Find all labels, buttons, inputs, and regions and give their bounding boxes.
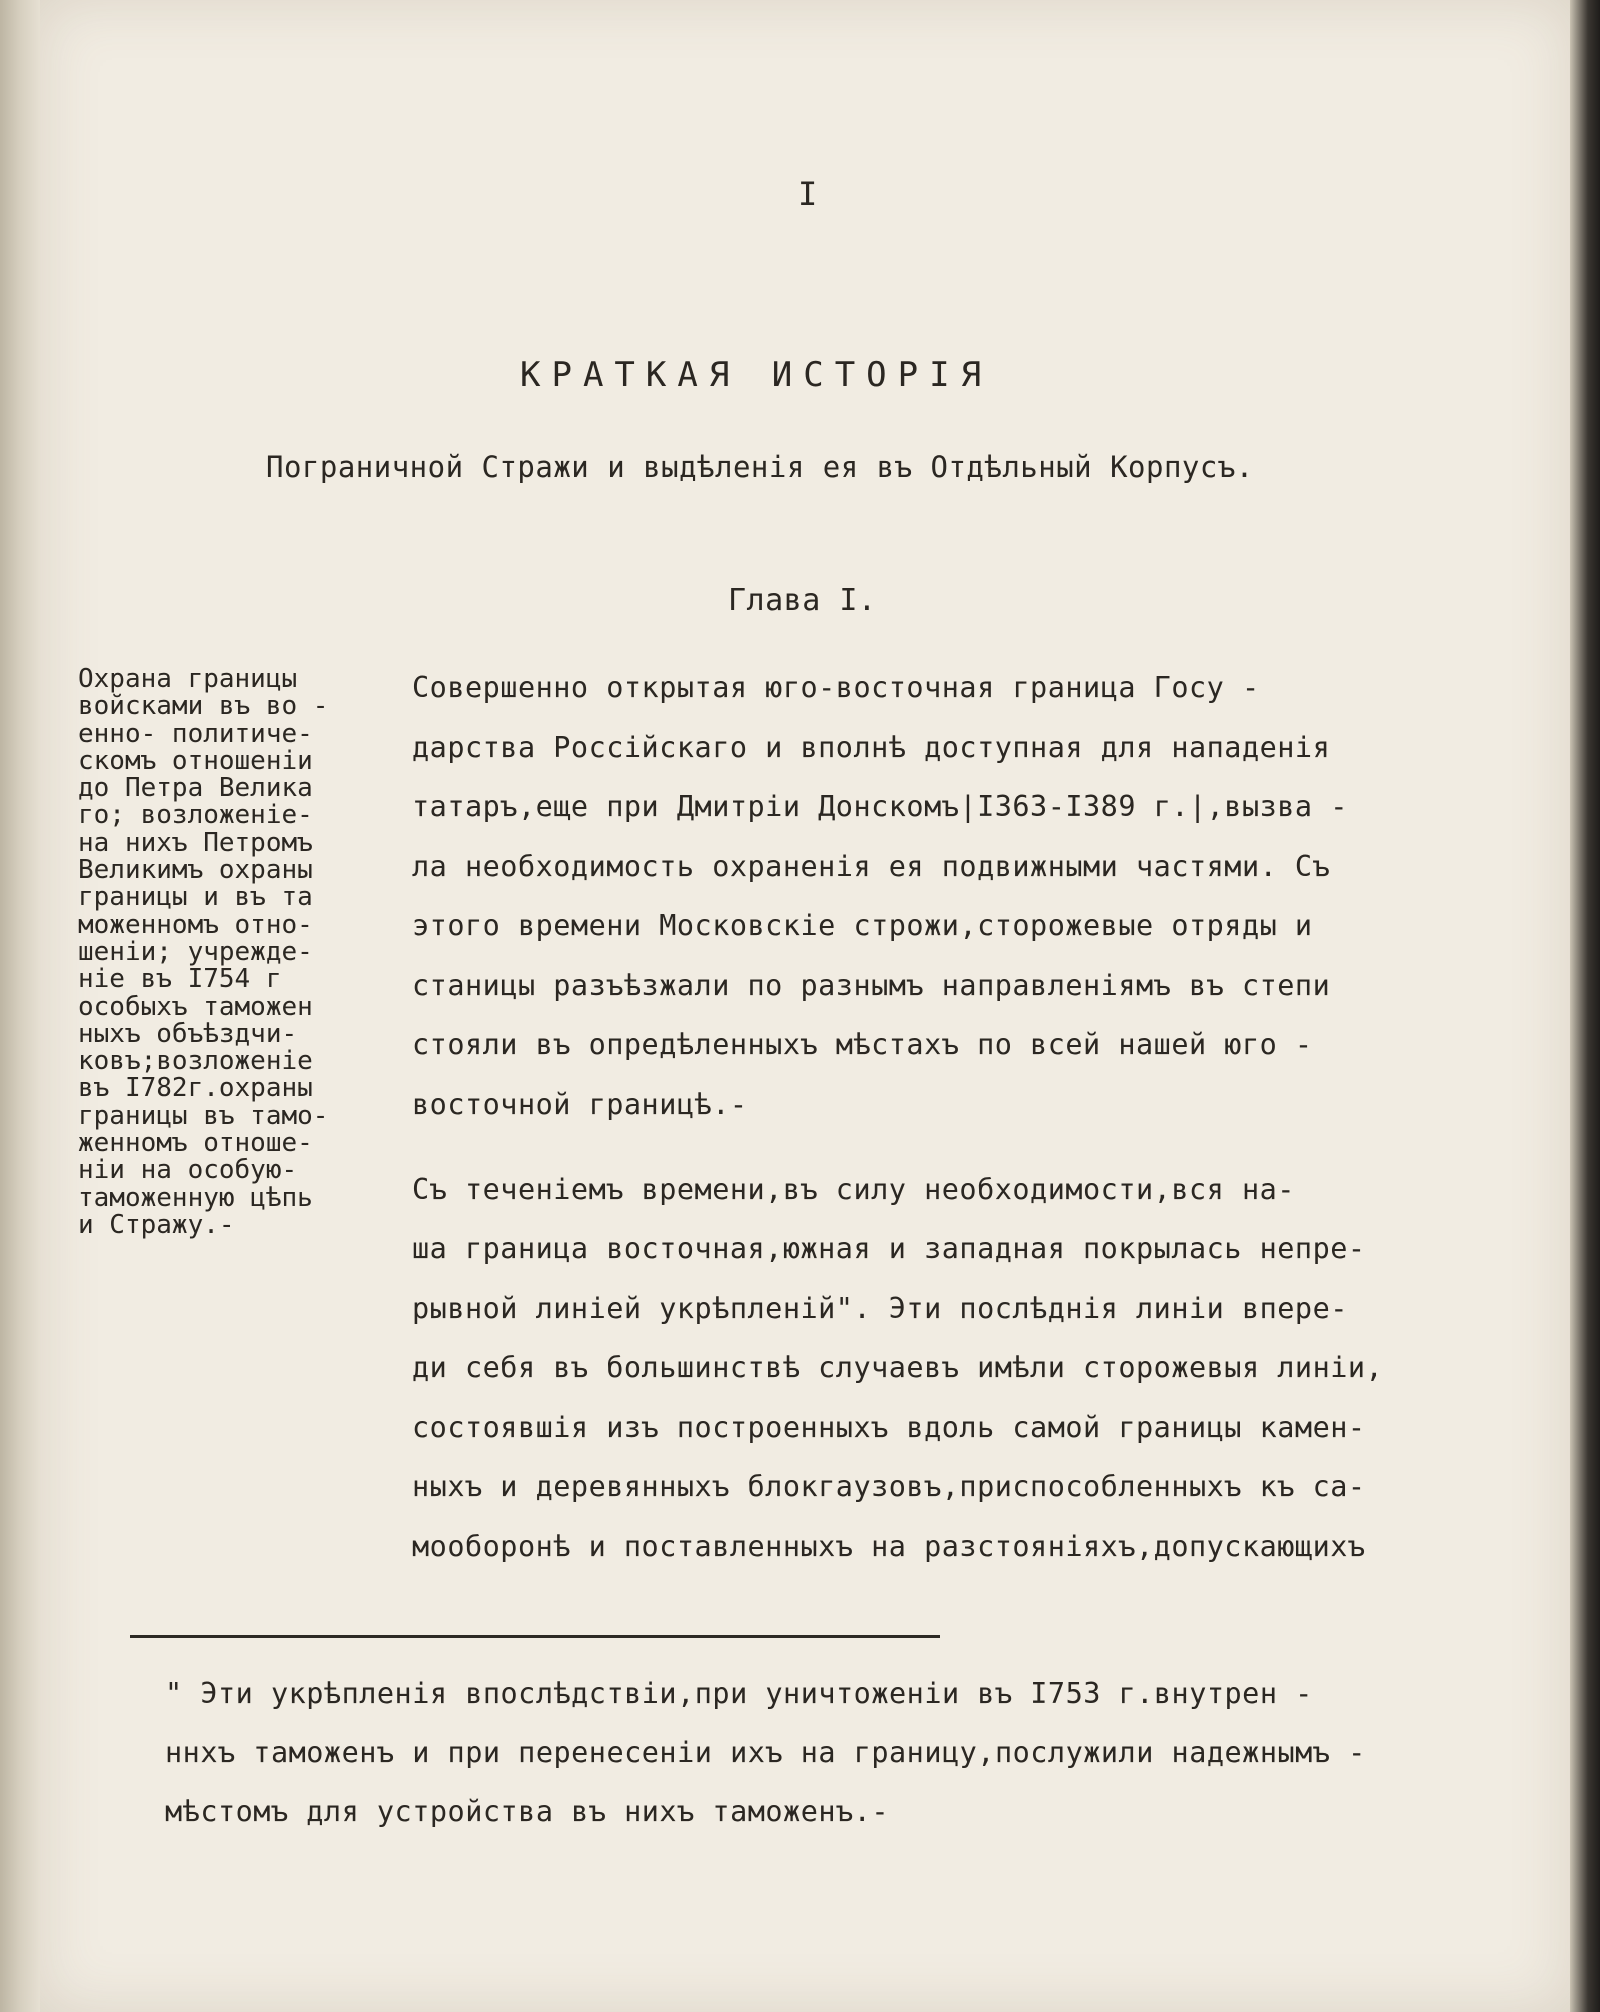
margin-note-line: въ I782г.охраны bbox=[78, 1073, 313, 1104]
body-line: ди себя въ большинствѣ случаевъ имѣли сторожевыя линіи, bbox=[412, 1351, 1384, 1384]
margin-note-line: границы и въ та bbox=[78, 882, 313, 913]
margin-note-line: ніи на особую- bbox=[78, 1155, 298, 1186]
margin-note-line: до Петра Велика bbox=[78, 773, 313, 804]
body-line: Съ теченіемъ времени,въ силу необходимости,вся на- bbox=[412, 1173, 1295, 1206]
margin-note-line: на нихъ Петромъ bbox=[78, 827, 313, 858]
body-line: этого времени Московскіе строжи,сторожевые отряды и bbox=[412, 909, 1313, 942]
margin-note-line: шеніи; учрежде- bbox=[78, 936, 313, 967]
body-line: ла необходимость охраненія ея подвижными частями. Съ bbox=[412, 850, 1331, 883]
body-line: стояли въ опредѣленныхъ мѣстахъ по всей нашей юго - bbox=[412, 1028, 1313, 1061]
margin-note-line: войсками въ во - bbox=[78, 691, 329, 722]
body-line: станицы разъѣзжали по разнымъ направленіямъ въ степи bbox=[412, 969, 1331, 1002]
footnote-separator bbox=[130, 1635, 940, 1638]
margin-note bbox=[78, 666, 408, 1239]
margin-note-line: особыхъ таможен bbox=[78, 991, 313, 1022]
margin-note-line: енно- политиче- bbox=[78, 718, 313, 749]
body-line: мообоpонѣ и поставленныхъ на разстояніяхъ,допускающихъ bbox=[412, 1530, 1366, 1563]
document-subtitle: Пограничной Стражи и выдѣленія ея въ Отдѣльный Корпусъ. bbox=[266, 450, 1254, 484]
margin-note-line: таможенную цѣпь bbox=[78, 1182, 313, 1213]
footnote-line: " Эти укрѣпленія впослѣдствіи,при уничтоженіи въ I753 г.внутрен - bbox=[165, 1677, 1313, 1710]
margin-note-line: Охрана границы bbox=[78, 664, 298, 694]
margin-note-line: Великимъ охраны bbox=[78, 855, 313, 886]
margin-note-line: го; возложеніе- bbox=[78, 800, 313, 831]
book-spine-shadow bbox=[0, 0, 40, 2012]
footnote-line: мѣстомъ для устройства въ нихъ таможенъ.- bbox=[165, 1795, 889, 1828]
body-line: татаръ,еще при Дмитріи Донскомъ|I363-I389 г.|,вызва - bbox=[412, 790, 1348, 823]
margin-note-line: моженномъ отно- bbox=[78, 909, 313, 940]
margin-note-line: ніе въ I754 г bbox=[78, 964, 282, 995]
body-line: дарства Россійскаго и вполнѣ доступная для нападенія bbox=[412, 731, 1331, 764]
chapter-title: Глава I. bbox=[728, 583, 877, 618]
document-page bbox=[40, 0, 1570, 2012]
margin-note-line: женномъ отноше- bbox=[78, 1128, 313, 1159]
margin-note-line: и Стражу.- bbox=[78, 1209, 235, 1240]
footnote-line: ннхъ таможенъ и при перенесеніи ихъ на границу,послужили надежнымъ - bbox=[165, 1736, 1366, 1769]
body-line: рывной линіей укрѣпленій". Эти послѣднія линіи впере- bbox=[412, 1292, 1348, 1325]
body-line: состоявшія изъ построенныхъ вдоль самой границы камен- bbox=[412, 1411, 1366, 1444]
page-edge-shadow bbox=[1570, 0, 1600, 2012]
body-line: восточной границѣ.- bbox=[412, 1088, 748, 1121]
margin-note-line: ковъ;возложеніе bbox=[78, 1046, 313, 1077]
margin-note-line: ныхъ объѣздчи- bbox=[78, 1018, 298, 1049]
document-heading: КРАТКАЯ ИСТОРІЯ bbox=[520, 355, 993, 395]
page-number: I bbox=[798, 175, 818, 213]
margin-note-line: границы въ тамо- bbox=[78, 1100, 329, 1131]
body-line: ныхъ и деревянныхъ блокгаузовъ,приспособленныхъ къ са- bbox=[412, 1470, 1366, 1503]
margin-note-line: скомъ отношеніи bbox=[78, 745, 313, 776]
body-line: Совершенно открытая юго-восточная граница Госу - bbox=[412, 671, 1260, 704]
body-line: ша граница восточная,южная и западная покрылась непре- bbox=[412, 1232, 1366, 1265]
